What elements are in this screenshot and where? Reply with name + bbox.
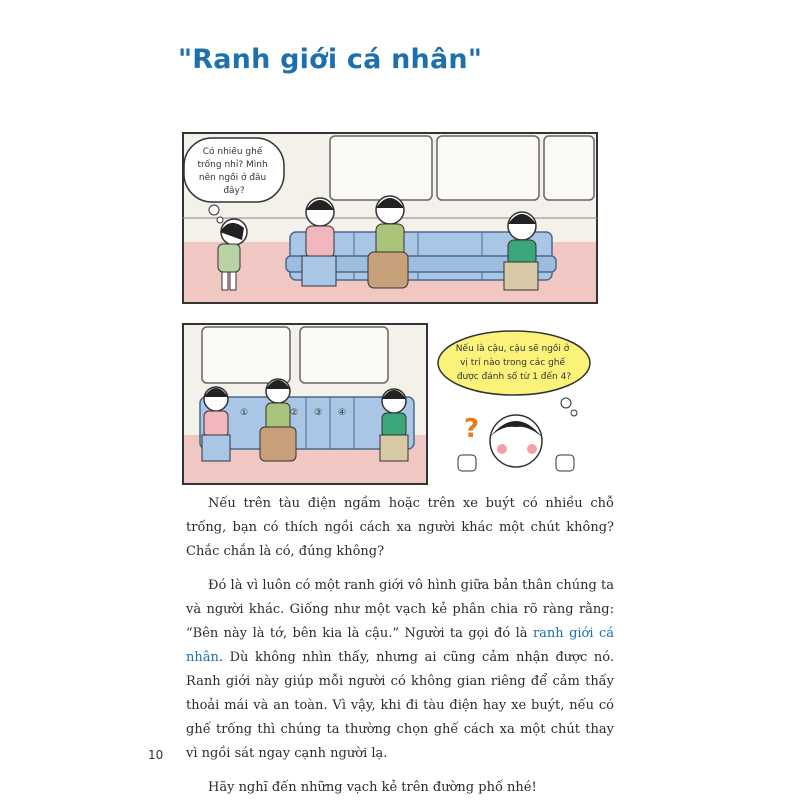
body-text: [186, 492, 614, 810]
bubble-line: đây?: [223, 186, 245, 196]
paragraph-2: [186, 574, 614, 766]
paragraph-3: Hãy nghĩ đến những vạch kẻ trên đường phố nhé!: [208, 780, 537, 795]
comic-panel-thinking: [436, 325, 600, 485]
seat-number-3: ③: [313, 408, 323, 418]
bubble-line: Nếu là cậu, cậu sẽ ngồi ở: [455, 344, 570, 354]
seat-number-1: ①: [239, 408, 249, 418]
seat-number-2: ②: [289, 408, 299, 418]
bubble-line: vị trí nào trong các ghế: [460, 358, 566, 368]
question-mark: ?: [464, 414, 480, 444]
bubble-text-panel-2: [456, 343, 572, 382]
paragraph-1: Nếu trên tàu điện ngầm hoặc trên xe buýt có nhiều chỗ trống, bạn có thích ngồi cách xa người khác một chút không? Chắc chắn là có, đúng không?: [186, 496, 614, 559]
page-title: "Ranh giới cá nhân": [178, 44, 483, 75]
paragraph-2-part-1: Đó là vì luôn có một ranh giới vô hình giữa bản thân chúng ta và người khác. Giống như một vạch kẻ phân chia rõ ràng rằng: “Bên này là tớ, bên kia là cậu.” Người ta gọi đó là: [186, 578, 614, 641]
highlight-term: ranh giới cá nhân: [186, 626, 614, 665]
bubble-line: Có nhiều ghế: [202, 147, 263, 157]
comic-panel-2: [182, 323, 428, 485]
comic-panel-1: [182, 132, 598, 304]
page-number: 10: [148, 748, 164, 762]
bubble-line: nên ngồi ở đâu: [198, 173, 267, 183]
bubble-line: trống nhỉ? Mình: [197, 160, 268, 170]
seat-number-4: ④: [337, 408, 347, 418]
bubble-line: được đánh số từ 1 đến 4?: [456, 372, 572, 382]
paragraph-2-part-2: . Dù không nhìn thấy, nhưng ai cũng cảm nhận được nó. Ranh giới này giúp mỗi người có không gian riêng để cảm thấy thoải mái và an toàn. Vì vậy, khi đi tàu điện hay xe buýt, nếu có ghế trống thì chúng ta thường chọn ghế cách xa một chút thay vì ngồi sát ngay cạnh người lạ.: [186, 650, 614, 761]
